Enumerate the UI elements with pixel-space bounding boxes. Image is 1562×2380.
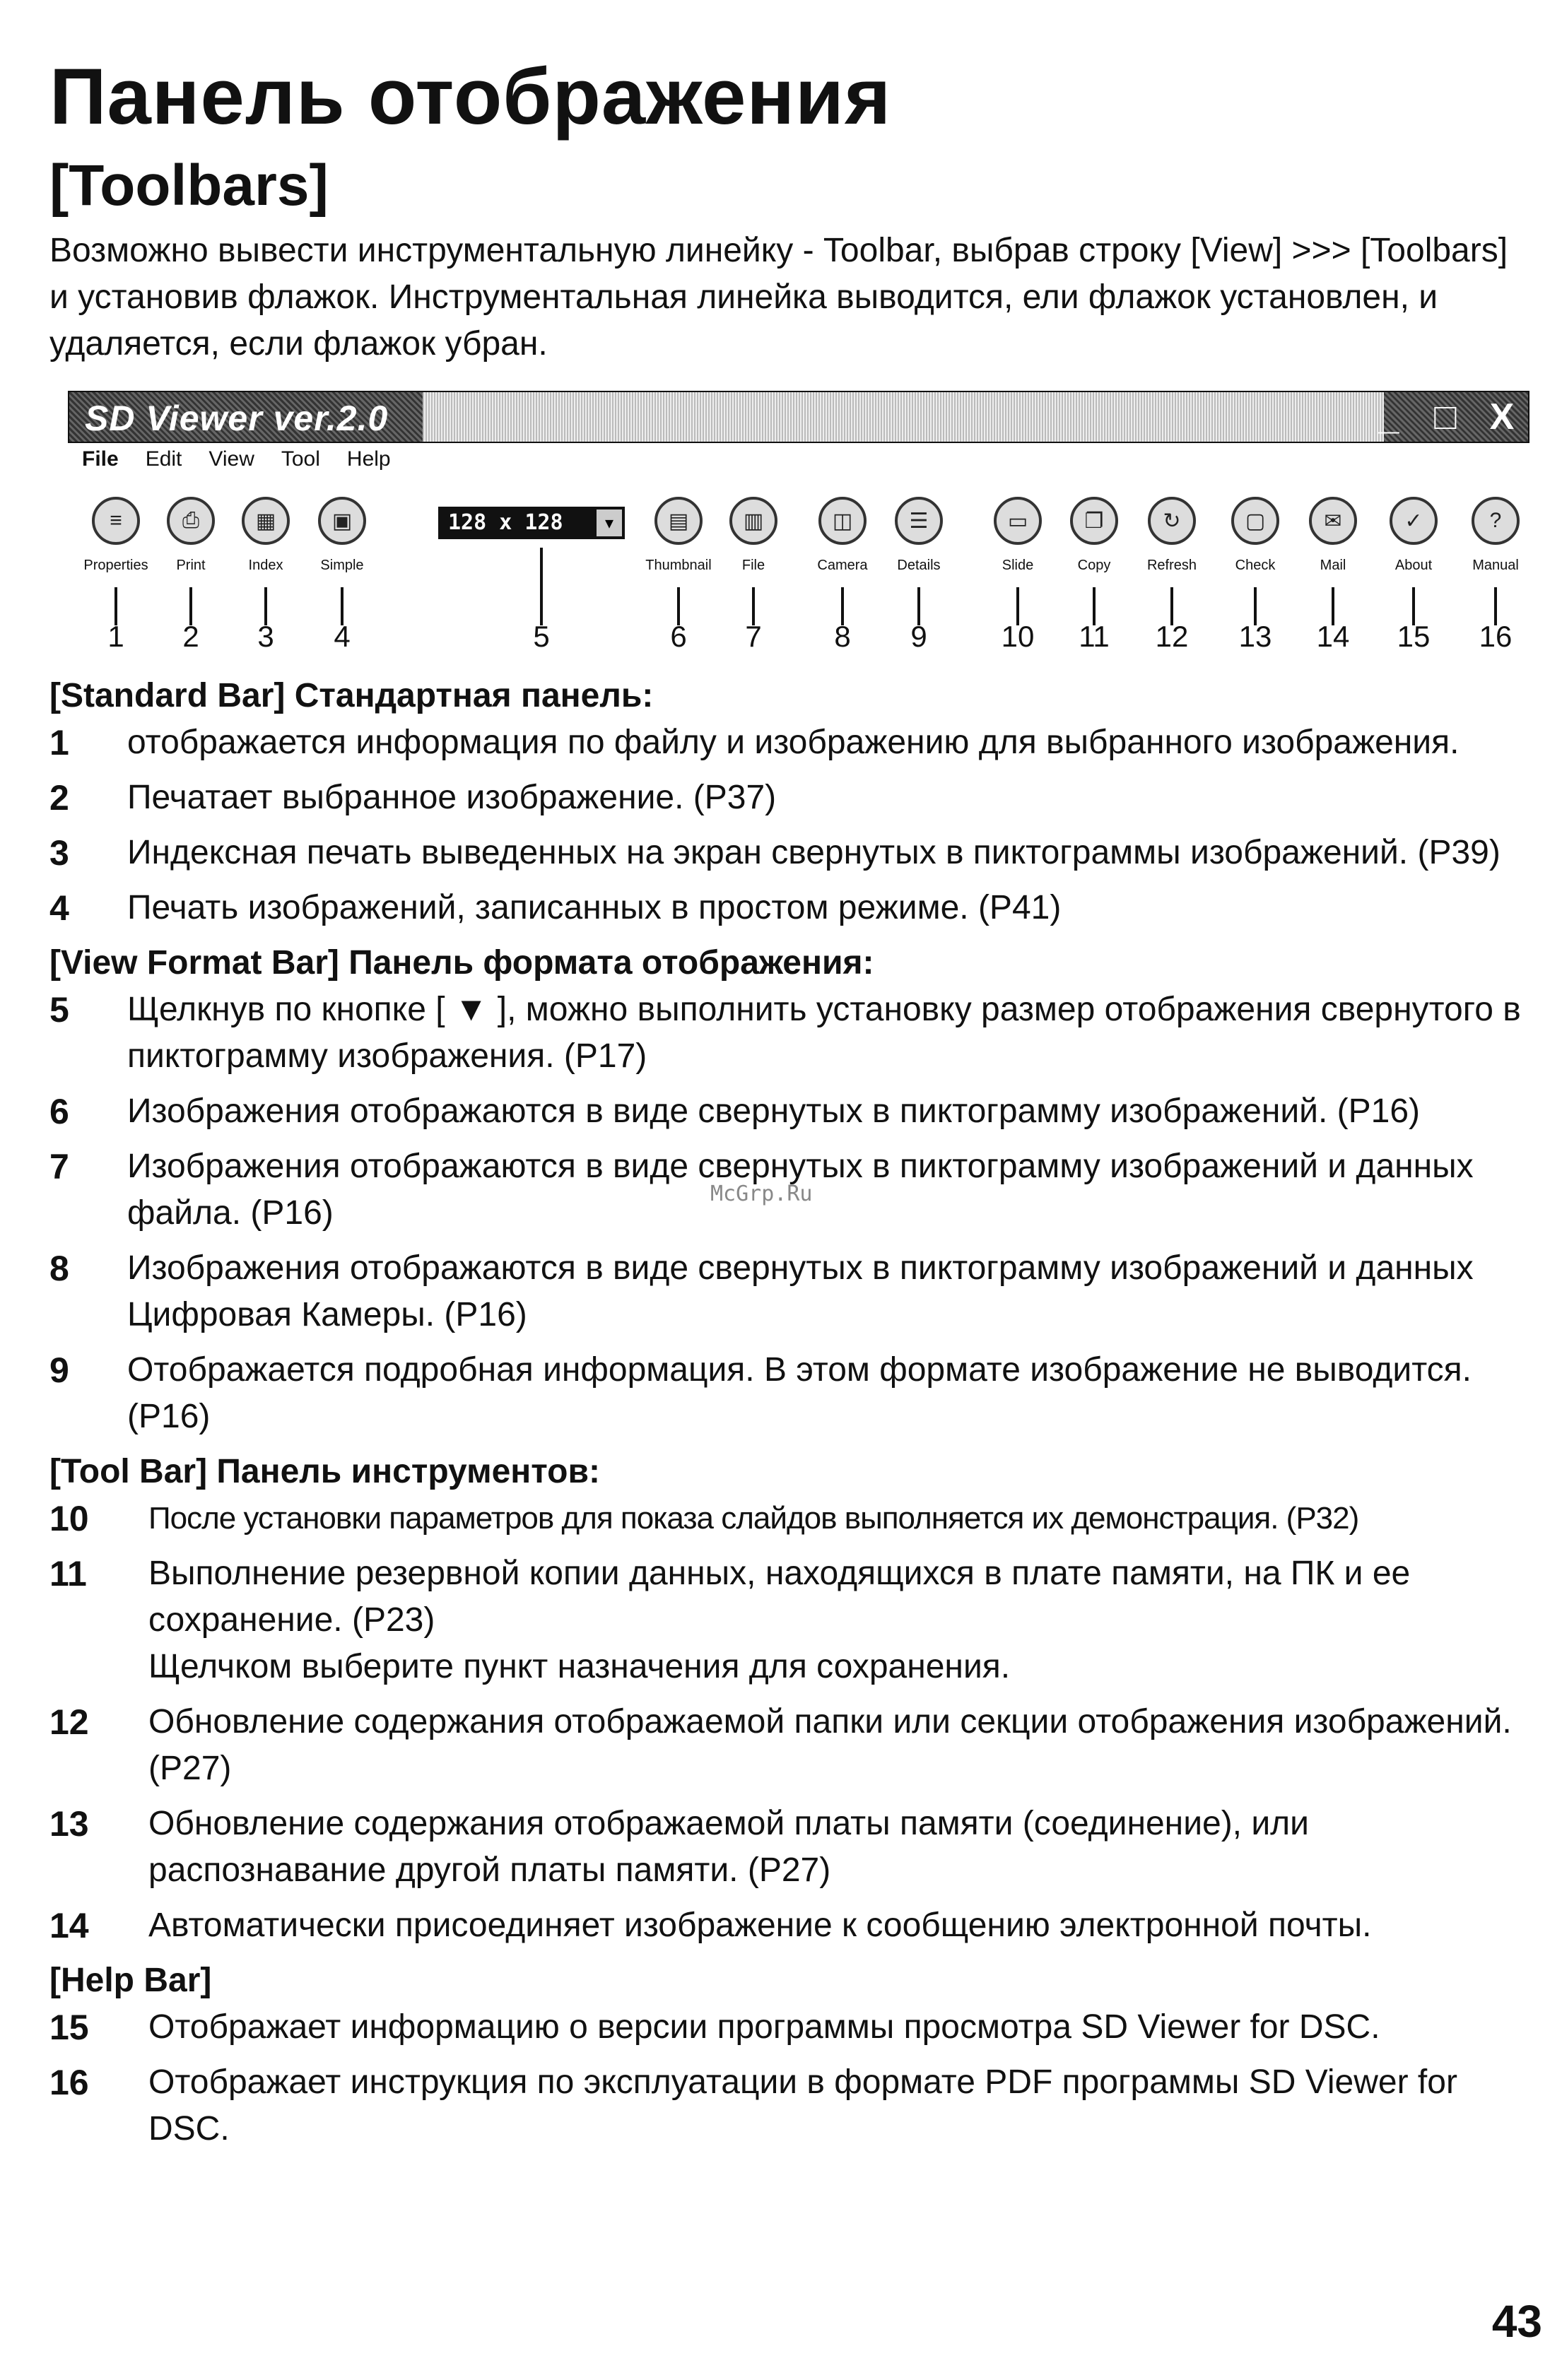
- callout-number: 13: [1238, 620, 1272, 653]
- watermark: McGrp.Ru: [710, 1182, 813, 1206]
- manual-icon[interactable]: ?: [1472, 497, 1520, 545]
- item-extra-text: Щелчком выберите пункт назначения для сохранения.: [148, 1648, 1011, 1685]
- list-item: [49, 986, 1541, 1080]
- intro-paragraph: Возможно вывести инструментальную линейку - Toolbar, выбрав строку [View] >>> [Toolbars] и установив флажок. Инструментальная линейка выводится, ели флажок установлен, и удаляется, если флажок убран.: [49, 232, 1508, 363]
- item-number: 10: [49, 1499, 89, 1538]
- menu-edit[interactable]: Edit: [145, 447, 182, 471]
- toolbar-button-label: Mail: [1320, 558, 1346, 573]
- toolbar-button-label: File: [741, 558, 765, 573]
- item-number: 5: [49, 990, 69, 1030]
- item-number: 7: [49, 1147, 69, 1186]
- item-number: 3: [49, 833, 69, 873]
- item-text: Выполнение резервной копии данных, находящихся в плате памяти, на ПК и ее сохранение. (P23): [148, 1555, 1411, 1639]
- item-text: Изображения отображаются в виде свернутых в пиктограмму изображений и данных файла. (P16): [127, 1148, 1474, 1232]
- camera-icon[interactable]: ◫: [818, 497, 867, 545]
- check-icon[interactable]: ▢: [1231, 497, 1279, 545]
- item-text: Автоматически присоединяет изображение к сообщению электронной почты.: [148, 1907, 1372, 1944]
- callout-number: 8: [834, 620, 851, 653]
- toolbar-button-label: Index: [248, 558, 283, 573]
- refresh-icon[interactable]: ↻: [1148, 497, 1196, 545]
- item-text: Обновление содержания отображаемой папки или секции отображения изображений. (P27): [148, 1703, 1512, 1787]
- toolbar-button-label: Slide: [1002, 558, 1034, 573]
- callout-number: 9: [910, 620, 927, 653]
- section-heading: [View Format Bar] Панель формата отображения:: [49, 944, 874, 982]
- toolbar-button-label: Thumbnail: [645, 558, 712, 573]
- list-item: [49, 1245, 1541, 1338]
- item-text: Отображает информацию о версии программы просмотра SD Viewer for DSC.: [148, 2008, 1380, 2046]
- item-text-group: [148, 1550, 1541, 1690]
- chevron-down-icon[interactable]: ▼: [597, 509, 622, 536]
- toolbar-button-label: Camera: [817, 558, 868, 573]
- toolbar-button-label: Details: [897, 558, 941, 573]
- item-number: 11: [49, 1554, 87, 1593]
- item-text: Изображения отображаются в виде свернутых в пиктограмму изображений и данных Цифровая Камеры. (P16): [127, 1249, 1474, 1333]
- list-item: [49, 1495, 1541, 1542]
- item-number: 2: [49, 778, 69, 818]
- callout-number: 7: [745, 620, 762, 653]
- thumbnail-size-select[interactable]: [438, 507, 625, 539]
- item-text: Щелкнув по кнопке [ ▼ ], можно выполнить установку размер отображения свернутого в пиктограмму изображения. (P17): [127, 991, 1521, 1075]
- list-item: [49, 830, 1541, 876]
- item-text: Обновление содержания отображаемой платы памяти (соединение), или распознавание другой платы памяти. (P27): [148, 1805, 1309, 1889]
- menu-file[interactable]: File: [82, 447, 119, 471]
- list-item: [49, 719, 1541, 766]
- callout-number: 4: [334, 620, 351, 653]
- thumbnail-icon[interactable]: ▤: [654, 497, 703, 545]
- copy-icon[interactable]: ❐: [1070, 497, 1118, 545]
- index-icon[interactable]: ▦: [242, 497, 290, 545]
- callout-number: 1: [107, 620, 124, 653]
- slide-icon[interactable]: ▭: [994, 497, 1042, 545]
- section-view-format-bar: [49, 940, 1541, 1440]
- menu-view[interactable]: View: [209, 447, 254, 471]
- page-title: Панель отображения: [49, 52, 892, 141]
- section-heading: [Help Bar]: [49, 1962, 212, 1999]
- toolbar-button-label: Properties: [83, 558, 148, 573]
- size-select-value: 128 x 128: [448, 510, 563, 535]
- list-item: [49, 1801, 1541, 1894]
- toolbar-button-label: Copy: [1077, 558, 1111, 573]
- list-item: [49, 1143, 1541, 1237]
- maximize-button[interactable]: □: [1434, 396, 1457, 437]
- window-titlebar: [68, 391, 1529, 443]
- print-icon[interactable]: ⎙: [167, 497, 215, 545]
- list-item: [49, 1699, 1541, 1792]
- item-text: Печатает выбранное изображение. (P37): [127, 779, 777, 816]
- callout-number: 15: [1397, 620, 1431, 653]
- list-item: [49, 1088, 1541, 1135]
- item-text: Изображения отображаются в виде свернутых в пиктограмму изображений. (P16): [127, 1092, 1420, 1130]
- mail-icon[interactable]: ✉: [1309, 497, 1357, 545]
- item-number: 6: [49, 1092, 69, 1131]
- toolbar-button-label: Manual: [1472, 558, 1519, 573]
- toolbar-button-label: Refresh: [1146, 558, 1197, 573]
- list-item: [49, 1550, 1541, 1690]
- callout-number: 3: [257, 620, 274, 653]
- close-button[interactable]: X: [1489, 396, 1515, 437]
- section-heading: [Standard Bar] Стандартная панель:: [49, 677, 654, 714]
- minimize-button[interactable]: _: [1378, 396, 1399, 437]
- item-number: 12: [49, 1702, 89, 1742]
- menu-tool[interactable]: Tool: [281, 447, 320, 471]
- list-item: [49, 2059, 1541, 2152]
- item-number: 13: [49, 1804, 89, 1844]
- toolbar-button-label: Check: [1235, 558, 1276, 573]
- item-number: 16: [49, 2063, 89, 2102]
- callout-number: 6: [670, 620, 687, 653]
- item-number: 8: [49, 1249, 69, 1288]
- item-text: отображается информация по файлу и изображению для выбранного изображения.: [127, 724, 1460, 761]
- item-text: Печать изображений, записанных в простом режиме. (P41): [127, 889, 1062, 926]
- page-subtitle: [Toolbars]: [49, 153, 329, 218]
- window-controls: [1371, 396, 1520, 437]
- callout-number: 14: [1316, 620, 1350, 653]
- callout-number: 16: [1479, 620, 1513, 653]
- list-item: [49, 885, 1541, 931]
- properties-icon[interactable]: ≡: [92, 497, 140, 545]
- menu-help[interactable]: Help: [346, 447, 391, 471]
- item-text: Индексная печать выведенных на экран свернутых в пиктограммы изображений. (P39): [127, 834, 1501, 871]
- about-icon[interactable]: ✓: [1390, 497, 1438, 545]
- content: [49, 673, 1541, 2161]
- titlebar-pattern: [423, 392, 1384, 442]
- item-text: После установки параметров для показа слайдов выполняется их демонстрация. (P32): [148, 1501, 1359, 1536]
- section-heading: [Tool Bar] Панель инструментов:: [49, 1453, 600, 1490]
- callout-number: 10: [1001, 620, 1035, 653]
- callout-number: 5: [533, 620, 550, 653]
- callout-number: 12: [1155, 620, 1189, 653]
- page-number: 43: [1491, 2296, 1542, 2347]
- toolbar-button-label: Print: [176, 558, 206, 573]
- file-icon[interactable]: ▥: [729, 497, 777, 545]
- callout-line: [540, 548, 543, 625]
- toolbar-button-label: About: [1394, 558, 1433, 573]
- item-number: 14: [49, 1906, 89, 1945]
- simple-icon[interactable]: ▣: [318, 497, 366, 545]
- callout-number: 2: [182, 620, 199, 653]
- section-tool-bar: [49, 1449, 1541, 1949]
- list-item: [49, 1347, 1541, 1440]
- callout-number: 11: [1079, 620, 1110, 653]
- item-text: Отображается подробная информация. В этом формате изображение не выводится. (P16): [127, 1351, 1472, 1435]
- item-number: 9: [49, 1350, 69, 1390]
- list-item: [49, 1902, 1541, 1949]
- item-text: Отображает инструкция по эксплуатации в формате PDF программы SD Viewer for DSC.: [148, 2063, 1457, 2148]
- section-standard-bar: [49, 673, 1541, 931]
- item-number: 15: [49, 2008, 89, 2047]
- list-item: [49, 2004, 1541, 2051]
- list-item: [49, 774, 1541, 821]
- details-icon[interactable]: ☰: [895, 497, 943, 545]
- menu-bar: [82, 447, 391, 471]
- toolbar-button-label: Simple: [320, 558, 364, 573]
- window-title: SD Viewer ver.2.0: [85, 399, 389, 438]
- item-number: 4: [49, 888, 69, 928]
- item-number: 1: [49, 723, 69, 762]
- toolbar-screenshot: [68, 391, 1529, 666]
- section-help-bar: [49, 1957, 1541, 2152]
